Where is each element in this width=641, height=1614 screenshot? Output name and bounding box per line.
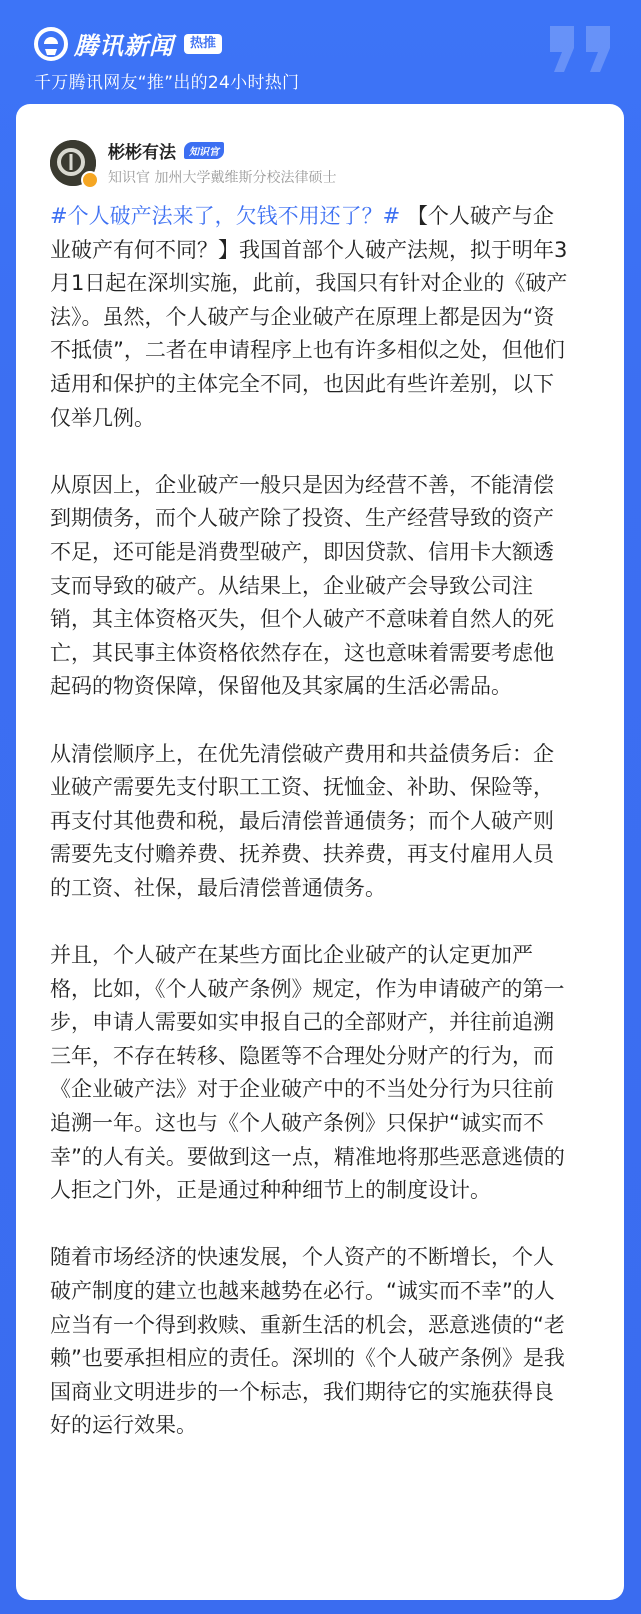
knowledge-officer-badge: 知识官: [184, 142, 224, 159]
brand-logo: [34, 26, 222, 61]
brand-name: 腾讯新闻: [74, 32, 174, 60]
post-content: [50, 200, 570, 1477]
post-card: [16, 104, 624, 1600]
paragraph: 从原因上，企业破产一般只是因为经营不善，不能清偿到期债务，而个人破产除了投资、生产经营导致的资产不足，还可能是消费型破产，即因贷款、信用卡大额透支而导致的破产。从结果上，企业破产会导致公司注销，其主体资格灭失，但个人破产不意味着自然人的死亡，其民事主体资格依然存在，这也意味着需要考虑他起码的物资保障，保留他及其家属的生活必需品。: [50, 472, 554, 699]
tencent-news-logo-icon: [34, 27, 68, 61]
avatar[interactable]: [50, 140, 96, 186]
header-subtitle: 千万腾讯网友“推”出的24小时热门: [34, 73, 300, 93]
paragraph: 并且，个人破产在某些方面比企业破产的认定更加严格，比如，《个人破产条例》规定，作为申请破产的第一步，申请人需要如实申报自己的全部财产，并往前追溯三年，不存在转移、隐匿等不合理处分财产的行为，而《企业破产法》对于企业破产中的不当处分行为只往前追溯一年。这也与《个人破产条例》只保护“诚实而不幸”的人有关。要做到这一点，精准地将那些恶意逃债的人拒之门外，正是通过种种细节上的制度设计。: [50, 943, 565, 1203]
author-row[interactable]: [50, 138, 336, 187]
paragraph: [50, 200, 570, 435]
paragraph-text: 【个人破产与企业破产有何不同？】我国首部个人破产法规，拟于明年3月1日起在深圳实施，此前，我国只有针对企业的《破产法》。虽然，个人破产与企业破产在原理上都是因为“资不抵债”，二者在申请程序上也有许多相似之处，但他们适用和保护的主体完全不同，也因此有些许差别，以下仅举几例。: [50, 204, 568, 430]
verified-badge-icon: [81, 171, 99, 189]
author-info: [108, 138, 336, 187]
quote-mark-icon: [548, 24, 614, 74]
paragraph: 随着市场经济的快速发展，个人资产的不断增长，个人破产制度的建立也越来越势在必行。“诚实而不幸”的人应当有一个得到救赎、重新生活的机会，恶意逃债的“老赖”也要承担相应的责任。深圳的《个人破产条例》是我国商业文明进步的一个标志，我们期待它的实施获得良好的运行效果。: [50, 1245, 565, 1438]
hot-tag: 热推: [184, 34, 222, 54]
author-name[interactable]: 彬彬有法: [108, 143, 176, 163]
hashtag-link[interactable]: #个人破产法来了，欠钱不用还了？#: [50, 204, 401, 228]
author-description: 知识官 加州大学戴维斯分校法律硕士: [108, 170, 337, 186]
header: [0, 0, 641, 100]
paragraph: 从清偿顺序上，在优先清偿破产费用和共益债务后：企业破产需要先支付职工工资、抚恤金、补助、保险等，再支付其他费和税，最后清偿普通债务；而个人破产则需要先支付赡养费、抚养费、扶养费，再支付雇用人员的工资、社保，最后清偿普通债务。: [50, 741, 554, 900]
